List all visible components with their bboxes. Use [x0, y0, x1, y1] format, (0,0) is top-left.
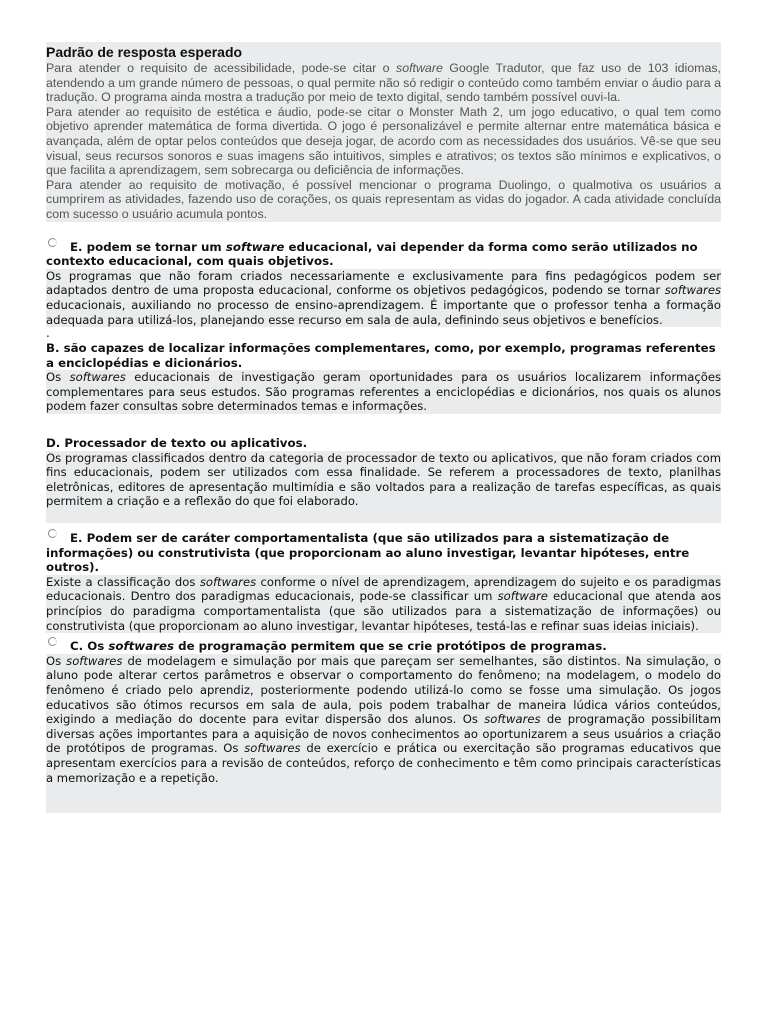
question-item: [46, 639, 721, 813]
expected-answer-block: [46, 42, 721, 222]
expected-answer-text: [46, 61, 721, 222]
feedback-text: Os programas classificados dentro da categoria de processador de texto ou aplicativos, que não foram criados com fins educacionais, podem ser utilizados com essa finalidade. Se referem a processadores de texto, planilhas eletrônicas, editores de apresentação multimídia e são voltados para a realização de tarefas específicas, as quais permitem a criação e a reflexão do que foi elaborado.: [46, 451, 721, 523]
question-item: [46, 341, 721, 414]
feedback-text: Os programas que não foram criados necessariamente e exclusivamente para fins pedagógicos podem ser adaptados dentro de uma proposta educacional, conforme os objetivos pedagógicos, podendo se tornar softwares educacionais, auxiliando no processo de ensino-aprendizagem. É importante que o professor tenha a formação adequada para utilizá-los, planejando esse recurso em sala de aula, definindo seus objetivos e benefícios.: [46, 268, 721, 327]
question-item: [46, 436, 721, 523]
option-label: E. Podem ser de caráter comportamentalista (que são utilizados para a sistematização de informações) ou construtivista (que proporcionam ao aluno investigar, levantar hipóteses, entre outros).: [46, 531, 690, 575]
expected-paragraph-accessibility: Para atender o requisito de acessibilidade, pode-se citar o software Google Tradutor, que faz uso de 103 idiomas, atendendo a um grande número de pessoas, o qual permite não só redigir o conteúdo como também enviar o áudio para a tradução. O programa ainda mostra a tradução por meio de texto digital, sendo também possível ouvi-la.: [46, 61, 721, 105]
feedback-text: Existe a classificação dos softwares conforme o nível de aprendizagem, aprendizagem do sujeito e os paradigmas educacionais. Dentro dos paradigmas educacionais, pode-se classificar um software educacional que atenda aos princípios do paradigma comportamentalista (que são utilizados para a sistematização de informações) ou construtivista (que proporcionam ao aluno investigar, levantar hipóteses, testá-las e refinar suas ideias iniciais).: [46, 574, 721, 633]
feedback-text: Os softwares de modelagem e simulação por mais que pareçam ser semelhantes, são distintos. Na simulação, o aluno pode alterar certos parâmetros e observar o comportamento do fenômeno; na modelagem, o modelo do fenômeno é criado pelo aprendiz, posteriormente podendo utilizá-lo como se fosse uma simulação. Os jogos educativos são ótimos recursos em sala de aula, pois podem trabalhar de maneira lúdica vários conteúdos, exigindo a mediação do docente para evitar dispersão dos alunos. Os softwares de programação possibilitam diversas ações importantes para a aquisição de novos conhecimentos ao oportunizarem a seus usuários a criação de protótipos de programas. Os softwares de exercício e prática ou exercitação são programas educativos que apresentam exercícios para a revisão de conteúdos, reforço de conhecimento e têm como principais características a memorização e a repetição.: [46, 654, 721, 813]
answer-document: [46, 42, 721, 813]
radio-icon[interactable]: [48, 637, 57, 646]
expected-paragraph-motivation: Para atender ao requisito de motivação, é possível mencionar o programa Duolingo, o qualmotiva os usuários a cumprirem as atividades, fazendo uso de corações, os quais representam as vidas do jogador. A cada atividade concluída com sucesso o usuário acumula pontos.: [46, 177, 721, 221]
option-label: E. podem se tornar um software educacional, vai depender da forma como serão utilizados no contexto educacional, com quais objetivos.: [46, 239, 698, 269]
radio-icon[interactable]: [48, 238, 57, 247]
feedback-text: Os softwares educacionais de investigação geram oportunidades para os usuários localizarem informações complementares para seus estudos. São programas referentes a enciclopédias e dicionários, nos quais os alunos podem fazer consultas sobre determinados temas e informações.: [46, 370, 721, 414]
radio-icon[interactable]: [48, 529, 57, 538]
question-item: [46, 531, 721, 633]
question-item: [46, 240, 721, 328]
expected-paragraph-aesthetics: Para atender ao requisito de estética e áudio, pode-se citar o Monster Math 2, um jogo educativo, o qual tem como objetivo aprender matemática de forma divertida. O jogo é personalizável e permite alternar entre matemática básica e avançada, além de optar pelos conteúdos que deseja jogar, de acordo com as necessidades dos usuários. Vê-se que seu visual, seus recursos sonoros e suas imagens são intuitivos, simples e atrativos; os textos são mínimos e explicativos, o que facilita a aprendizagem, sem sobrecarga ou deficiência de informações.: [46, 104, 721, 178]
option-label: D. Processador de texto ou aplicativos.: [46, 436, 308, 451]
option-label: C. Os softwares de programação permitem que se crie protótipos de programas.: [46, 639, 721, 654]
option-label: B. são capazes de localizar informações complementares, como, por exemplo, programas referentes a enciclopédias e dicionários.: [46, 341, 716, 370]
separator-dot: .: [46, 326, 50, 341]
expected-answer-title: Padrão de resposta esperado: [46, 44, 243, 60]
